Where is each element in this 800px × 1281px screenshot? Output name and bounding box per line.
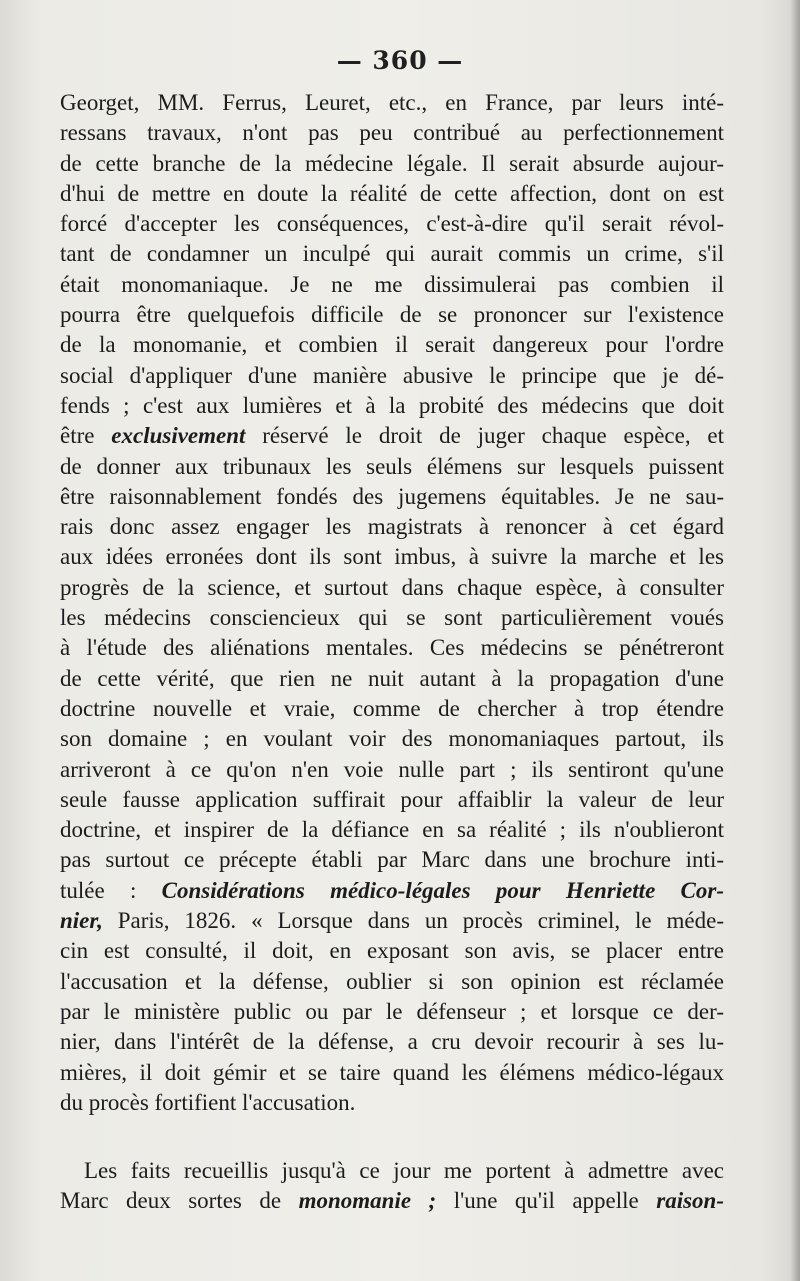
emphasis-monomanie: monomanie ;: [298, 1188, 437, 1214]
text-line: social d'appliquer d'une manière abusive le principe que je dé-: [60, 362, 724, 388]
text-line-paragraph-start: Les faits recueillis jusqu'à ce jour me portent à admettre avec: [84, 1158, 724, 1184]
cited-title: Considérations médico-légales pour Henriette Cor-: [161, 877, 724, 903]
text-line: aux idées erronées dont ils sont imbus, à suivre la marche et les: [60, 544, 724, 570]
text-segment: l'une qu'il appelle: [436, 1188, 657, 1214]
text-line: fends ; c'est aux lumières et à la probité des médecins que doit: [60, 392, 724, 418]
text-line: les médecins consciencieux qui se sont particulièrement voués: [60, 605, 724, 631]
paragraph-gap: [60, 1118, 724, 1156]
text-line: était monomaniaque. Je ne me dissimulerai pas combien il: [60, 271, 724, 297]
text-line: de cette branche de la médecine légale. Il serait absurde aujour-: [60, 150, 724, 176]
text-line: seule fausse application suffirait pour affaiblir la valeur de leur: [60, 786, 724, 812]
text-line: l'accusation et la défense, oublier si son opinion est réclamée: [60, 968, 724, 994]
text-line: doctrine nouvelle et vraie, comme de chercher à trop étendre: [60, 695, 724, 721]
text-line: à l'étude des aliénations mentales. Ces médecins se pénétreront: [60, 635, 724, 661]
text-segment: tulée :: [60, 877, 162, 903]
cited-title-end: nier,: [60, 908, 103, 934]
text-line: pas surtout ce précepte établi par Marc dans une brochure inti-: [60, 847, 724, 873]
text-line: de la monomanie, et combien il serait dangereux pour l'ordre: [60, 332, 724, 358]
emphasis-raison: raison-: [656, 1188, 724, 1214]
text-line: par le ministère public ou par le défenseur ; et lorsque ce der-: [60, 998, 724, 1024]
emphasis-exclusivement: exclusivement: [111, 423, 246, 449]
text-line: rais donc assez engager les magistrats à renoncer à cet égard: [60, 514, 724, 540]
body-text: [60, 88, 724, 1217]
text-line: forcé d'accepter les conséquences, c'est-à-dire qu'il serait révol-: [60, 211, 724, 237]
text-line: doctrine, et inspirer de la défiance en sa réalité ; ils n'oublieront: [60, 817, 724, 843]
text-segment: être: [60, 423, 112, 449]
text-line: d'hui de mettre en doute la réalité de cette affection, dont on est: [60, 180, 724, 206]
text-line: ressans travaux, n'ont pas peu contribué au perfectionnement: [60, 120, 724, 146]
text-line: de cette vérité, que rien ne nuit autant à la propagation d'une: [60, 665, 724, 691]
text-line: tant de condamner un inculpé qui aurait commis un crime, s'il: [60, 241, 724, 267]
text-line: Georget, MM. Ferrus, Leuret, etc., en France, par leurs inté-: [60, 90, 724, 115]
text-line: progrès de la science, et surtout dans chaque espèce, à consulter: [60, 574, 724, 600]
text-line-title-2: [60, 906, 724, 936]
text-segment: Paris, 1826. « Lorsque dans un procès criminel, le méde-: [102, 908, 724, 934]
text-line-exclusivement: [60, 421, 724, 451]
text-line: son domaine ; en voulant voir des monomaniaques partout, ils: [60, 726, 724, 752]
text-segment: réservé le droit de juger chaque espèce, et: [245, 423, 724, 449]
text-line: de donner aux tribunaux les seuls élémens sur lesquels puissent: [60, 453, 724, 479]
text-line: pourra être quelquefois difficile de se prononcer sur l'existence: [60, 302, 724, 328]
text-line: mières, il doit gémir et se taire quand les élémens médico-légaux: [60, 1059, 724, 1085]
page-edge-shadow: [790, 0, 800, 1281]
text-line-paragraph-end: du procès fortifient l'accusation.: [60, 1089, 356, 1115]
text-line: être raisonnablement fondés des jugemens équitables. Je ne sau-: [60, 483, 724, 509]
text-line: cin est consulté, il doit, en exposant son avis, se placer entre: [60, 938, 724, 964]
text-line-monomanie: [60, 1186, 724, 1216]
text-line: arriveront à ce qu'on n'en voie nulle part ; ils sentiront qu'une: [60, 756, 724, 782]
text-line: nier, dans l'intérêt de la défense, a cru devoir recourir à ses lu-: [60, 1029, 724, 1055]
text-segment: Marc deux sortes de: [60, 1188, 299, 1214]
text-line-title-1: [60, 876, 724, 906]
page-number: — 360 —: [336, 46, 464, 75]
